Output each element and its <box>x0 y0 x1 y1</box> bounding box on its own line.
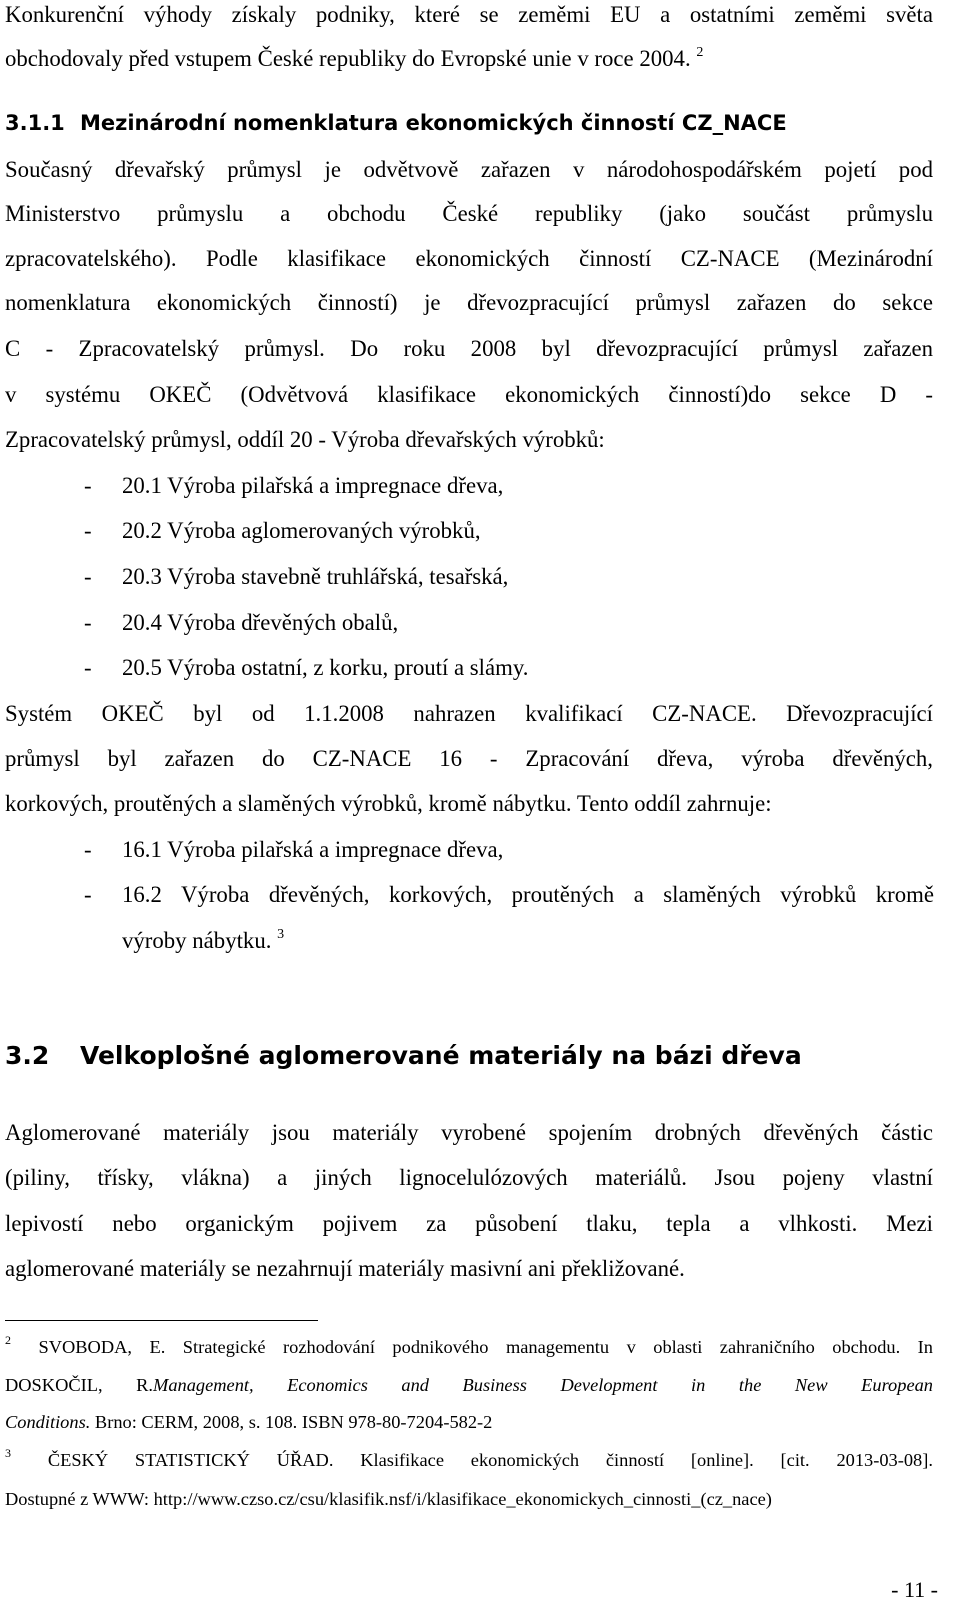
paragraph-line: korkových, proutěných a slaměných výrobků, kromě nábytku. Tento oddíl zahrnuje: <box>5 791 772 816</box>
paragraph-line: průmysl byl zařazen do CZ-NACE 16 - Zpracování dřeva, výroba dřevěných, <box>5 746 933 771</box>
list-item <box>84 835 503 865</box>
footnote-ref-2: 2 <box>696 45 704 60</box>
list-item-text: 20.3 Výroba stavebně truhlářská, tesařská, <box>122 564 509 589</box>
footnote-ref-3: 3 <box>277 927 285 942</box>
list-item <box>84 562 508 592</box>
list-item <box>84 516 481 546</box>
footnote-text: Brno: CERM, 2008, s. 108. ISBN 978-80-7204-582-2 <box>90 1412 493 1432</box>
section-heading-3-1-1 <box>5 108 787 138</box>
list-item-text: 16.2 Výroba dřevěných, korkových, proutěných a slaměných výrobků kromě <box>122 882 934 907</box>
section-number: 3.1.1 <box>5 111 65 135</box>
section-number: 3.2 <box>5 1041 50 1070</box>
footnote-text: DOSKOČIL, R. <box>5 1375 153 1395</box>
footnote-2-line-2 <box>5 1372 933 1398</box>
footnote-3-line-1: $^3$ ČESKÝ STATISTICKÝ ÚŘAD. Klasifikace ekonomických činností [online]. [cit. 2013-03-08]. <box>5 1447 933 1470</box>
footnote-url-text: Dostupné z WWW: http://www.czso.cz/csu/klasifik.nsf/i/klasifikace_ekonomickych_cinnosti_(cz_nace) <box>5 1489 772 1509</box>
intro-line-2 <box>5 44 933 74</box>
list-item-text: 20.4 Výroba dřevěných obalů, <box>122 610 399 635</box>
intro-line-1: Konkurenční výhody získaly podniky, které se zeměmi EU a ostatními zeměmi světa <box>5 2 933 27</box>
page-number: - 11 - <box>891 1577 938 1602</box>
list-item-text: 20.1 Výroba pilařská a impregnace dřeva, <box>122 473 504 498</box>
paragraph-line: nomenklatura ekonomických činností) je dřevozpracující průmysl zařazen do sekce <box>5 290 933 315</box>
list-item <box>84 471 503 501</box>
paragraph-line: C - Zpracovatelský průmysl. Do roku 2008 byl dřevozpracující průmysl zařazen <box>5 336 933 361</box>
list-dash: - <box>84 655 92 680</box>
list-item-text: výroby nábytku. <box>122 928 272 953</box>
paragraph-line: Zpracovatelský průmysl, oddíl 20 - Výroba dřevařských výrobků: <box>5 427 605 452</box>
section-title: Velkoplošné aglomerované materiály na bázi dřeva <box>80 1041 802 1070</box>
paragraph-line: Současný dřevařský průmysl je odvětvově zařazen v národohospodářském pojetí pod <box>5 157 933 182</box>
list-item-text: 16.1 Výroba pilařská a impregnace dřeva, <box>122 837 504 862</box>
paragraph-line: Ministerstvo průmyslu a obchodu České republiky (jako součást průmyslu <box>5 201 933 226</box>
section-title: Mezinárodní nomenklatura ekonomických činností CZ_NACE <box>80 111 787 135</box>
paragraph-line: (piliny, třísky, vlákna) a jiných lignocelulózových materiálů. Jsou pojeny vlastní <box>5 1165 933 1190</box>
list-item-continuation <box>122 926 284 956</box>
footnote-separator <box>5 1320 318 1321</box>
footnote-3-line-2 <box>5 1486 933 1512</box>
list-dash: - <box>84 837 92 862</box>
list-item-text: 20.2 Výroba aglomerovaných výrobků, <box>122 518 481 543</box>
section-heading-3-2 <box>5 1038 802 1074</box>
footnote-text-italic: Management, Economics and Business Development in the New European <box>153 1375 933 1395</box>
footnote-text-italic: Conditions. <box>5 1412 91 1432</box>
footnote-2-line-3 <box>5 1409 933 1435</box>
list-item-text: 20.5 Výroba ostatní, z korku, proutí a slámy. <box>122 655 529 680</box>
paragraph-line: v systému OKEČ (Odvětvová klasifikace ekonomických činností)do sekce D - <box>5 382 933 407</box>
list-item <box>84 880 934 910</box>
list-dash: - <box>84 564 92 589</box>
list-item <box>84 608 398 638</box>
list-dash: - <box>84 882 92 907</box>
paragraph-line: Systém OKEČ byl od 1.1.2008 nahrazen kvalifikací CZ-NACE. Dřevozpracující <box>5 701 933 726</box>
list-item <box>84 653 528 683</box>
paragraph-line: zpracovatelského). Podle klasifikace ekonomických činností CZ-NACE (Mezinárodní <box>5 246 933 271</box>
footnote-text: ČESKÝ STATISTICKÝ ÚŘAD. Klasifikace ekonomických činností [online]. [cit. 2013-03-08]. <box>47 1450 933 1470</box>
intro-line-2-text: obchodovaly před vstupem České republiky do Evropské unie v roce 2004. <box>5 46 691 71</box>
paragraph-line: lepivostí nebo organickým pojivem za působení tlaku, tepla a vlhkosti. Mezi <box>5 1211 933 1236</box>
list-dash: - <box>84 473 92 498</box>
list-dash: - <box>84 610 92 635</box>
footnote-2-line-1: $^2$ SVOBODA, E. Strategické rozhodování podnikového managementu v oblasti zahraničního obchodu. In <box>5 1334 933 1357</box>
paragraph-line: aglomerované materiály se nezahrnují materiály masivní ani překližované. <box>5 1256 685 1281</box>
list-dash: - <box>84 518 92 543</box>
paragraph-line: Aglomerované materiály jsou materiály vyrobené spojením drobných dřevěných částic <box>5 1120 933 1145</box>
footnote-text: SVOBODA, E. Strategické rozhodování podnikového managementu v oblasti zahraničního obchodu. In <box>38 1337 933 1357</box>
